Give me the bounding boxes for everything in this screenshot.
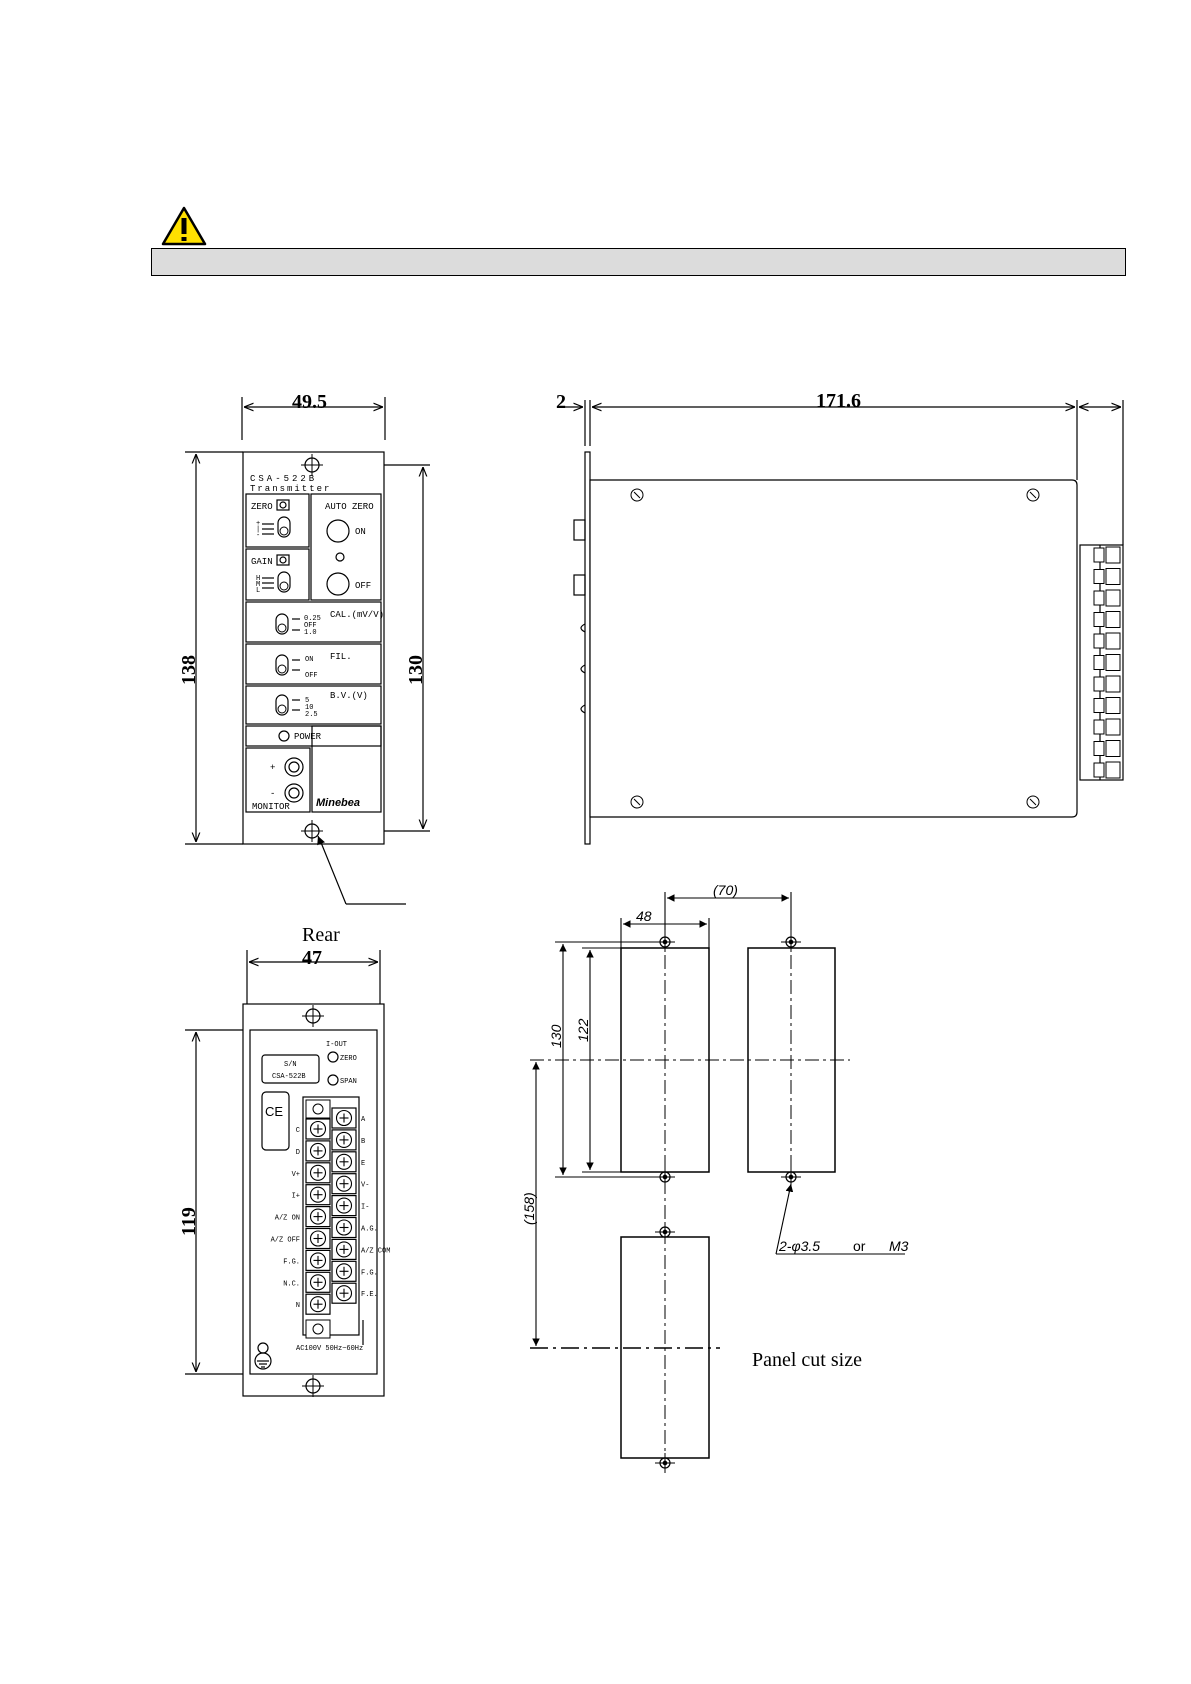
rear-terminal-right	[332, 1108, 356, 1128]
rear-terminal-right-label: V-	[361, 1181, 370, 1190]
panel-cut	[530, 930, 850, 1473]
rear-terminal-left	[306, 1119, 330, 1139]
side-terminal-tab	[1094, 720, 1104, 734]
svg-text:10: 10	[305, 704, 314, 712]
side-terminal-block	[1094, 547, 1120, 778]
rear-terminal-blank-circle	[313, 1324, 323, 1334]
svg-text:OFF: OFF	[305, 672, 318, 680]
hole-note: 2-φ3.5	[779, 1238, 821, 1254]
svg-text:L: L	[256, 587, 261, 595]
rear-terminal-right-label: A.G.	[361, 1225, 378, 1234]
rear-terminal-left	[306, 1229, 330, 1249]
svg-text:+: +	[256, 520, 261, 528]
on-label: ON	[355, 527, 366, 537]
svg-text:ON: ON	[305, 656, 314, 664]
rear-terminal-left-label: D	[295, 1148, 300, 1157]
dim-flange: 2	[556, 391, 566, 413]
side-terminal-screw	[1106, 590, 1120, 606]
rear-terminal-right	[332, 1239, 356, 1259]
rear-terminal-right	[332, 1261, 356, 1281]
rear-terminal-right	[332, 1283, 356, 1303]
monitor-label: MONITOR	[252, 802, 290, 812]
side-terminal-tab	[1094, 677, 1104, 691]
side-terminal-tab	[1094, 548, 1104, 562]
rear-terminal-right-label: F.E.	[361, 1291, 378, 1300]
rear-terminal-right-label: E	[361, 1159, 366, 1168]
rear-terminal-left-label: I+	[291, 1192, 300, 1201]
svg-text:OFF: OFF	[304, 622, 317, 630]
svg-text:H: H	[256, 575, 261, 583]
side-view	[560, 400, 1123, 844]
side-terminal-screw	[1106, 676, 1120, 692]
off-label: OFF	[355, 581, 372, 591]
side-terminal-tab	[1094, 763, 1104, 777]
cal-label: CAL.(mV/V)	[330, 610, 385, 620]
rear-terminal-left	[306, 1207, 330, 1227]
dim-cut-height: 130	[548, 1024, 564, 1048]
side-terminal-tab	[1094, 656, 1104, 670]
rear-terminal-right	[332, 1130, 356, 1150]
side-terminal-tab	[1094, 699, 1104, 713]
gain-label: GAIN	[251, 557, 273, 567]
svg-text:1.0: 1.0	[304, 629, 317, 637]
dim-cut-pitch: (70)	[713, 882, 738, 898]
side-terminal-screw	[1106, 762, 1120, 778]
svg-text:M: M	[256, 581, 261, 589]
span-pot-label: SPAN	[340, 1078, 357, 1086]
dim-rear-height: 119	[178, 1207, 200, 1236]
side-terminal-tab	[1094, 634, 1104, 648]
dim-depth: 171.6	[816, 390, 861, 412]
rear-terminal-left-label: V+	[291, 1170, 300, 1179]
side-terminal-screw	[1106, 612, 1120, 628]
power-label: POWER	[294, 732, 322, 742]
auto-zero-label: AUTO ZERO	[325, 502, 374, 512]
svg-text:-: -	[256, 532, 261, 540]
side-terminal-tab	[1094, 570, 1104, 584]
rear-terminal-left-label: A/Z OFF	[270, 1236, 300, 1245]
zero-label: ZERO	[251, 502, 273, 512]
side-terminal-tab	[1094, 591, 1104, 605]
side-terminal-screw	[1106, 655, 1120, 671]
side-terminal-screw	[1106, 569, 1120, 585]
dim-cut-width: 48	[636, 908, 652, 924]
dim-front-width: 49.5	[292, 391, 327, 413]
hole-note-or: or	[853, 1238, 866, 1254]
svg-text:0.25: 0.25	[304, 615, 321, 623]
dim-front-height: 138	[178, 655, 200, 685]
side-terminal-tab	[1094, 613, 1104, 627]
svg-text:-: -	[270, 789, 276, 799]
panel-cut-caption: Panel cut size	[752, 1349, 862, 1371]
rear-caption: Rear	[302, 924, 340, 946]
rear-terminal-right	[332, 1174, 356, 1194]
rear-terminal-left-label: C	[295, 1127, 300, 1135]
rear-terminal-right-label: I-	[361, 1203, 370, 1212]
dim-cut-vpitch: (158)	[521, 1192, 537, 1225]
rear-terminal-left	[306, 1250, 330, 1270]
front-subtitle-label: Transmitter	[250, 484, 332, 494]
rear-terminal-left-label: N	[295, 1302, 300, 1311]
front-model-label: CSA-522B	[250, 474, 318, 484]
rear-terminal-left	[306, 1141, 330, 1161]
power-spec-label: AC100V 50Hz~60Hz	[296, 1345, 364, 1353]
rear-terminal-blank-circle	[313, 1104, 323, 1114]
svg-text:|: |	[256, 526, 261, 534]
side-terminal-tab	[1094, 742, 1104, 756]
rear-terminal-right-label: F.G.	[361, 1269, 378, 1278]
svg-text:+: +	[270, 763, 276, 773]
ce-mark: CE	[265, 1104, 284, 1119]
rear-model-label: CSA-522B	[272, 1073, 306, 1081]
fil-label: FIL.	[330, 652, 352, 662]
rear-terminal-left	[306, 1163, 330, 1183]
rear-terminal-left-label: N.C.	[283, 1280, 300, 1289]
iout-label: I-OUT	[326, 1041, 348, 1049]
rear-terminal-right-label: A	[361, 1116, 366, 1124]
rear-terminal-right-label: B	[361, 1137, 366, 1146]
dim-cut-inner: 122	[575, 1018, 591, 1042]
rear-terminal-left	[306, 1272, 330, 1292]
rear-terminal-right	[332, 1218, 356, 1238]
hole-note-m3: M3	[889, 1238, 909, 1254]
rear-terminal-left-label: A/Z ON	[274, 1214, 300, 1223]
svg-text:5: 5	[305, 697, 310, 705]
bv-label: B.V.(V)	[330, 691, 368, 701]
panel-cut-dims	[536, 892, 905, 1346]
dim-mount-height: 130	[405, 655, 427, 685]
rear-terminal-right	[332, 1152, 356, 1172]
zero-pot-label: ZERO	[340, 1055, 357, 1063]
side-terminal-screw	[1106, 547, 1120, 563]
rear-terminal-left	[306, 1294, 330, 1314]
dim-rear-width: 47	[302, 947, 322, 969]
sn-label: S/N	[284, 1061, 297, 1069]
side-terminal-screw	[1106, 741, 1120, 757]
side-terminal-screw	[1106, 698, 1120, 714]
brand-logo: Minebea	[316, 797, 361, 809]
side-terminal-screw	[1106, 633, 1120, 649]
svg-text:2.5: 2.5	[305, 711, 318, 719]
side-terminal-screw	[1106, 719, 1120, 735]
rear-terminal-right-label: A/Z COM	[361, 1247, 391, 1256]
rear-terminal-right	[332, 1196, 356, 1216]
rear-terminal-left-label: F.G.	[283, 1258, 300, 1267]
rear-terminal-left	[306, 1185, 330, 1205]
